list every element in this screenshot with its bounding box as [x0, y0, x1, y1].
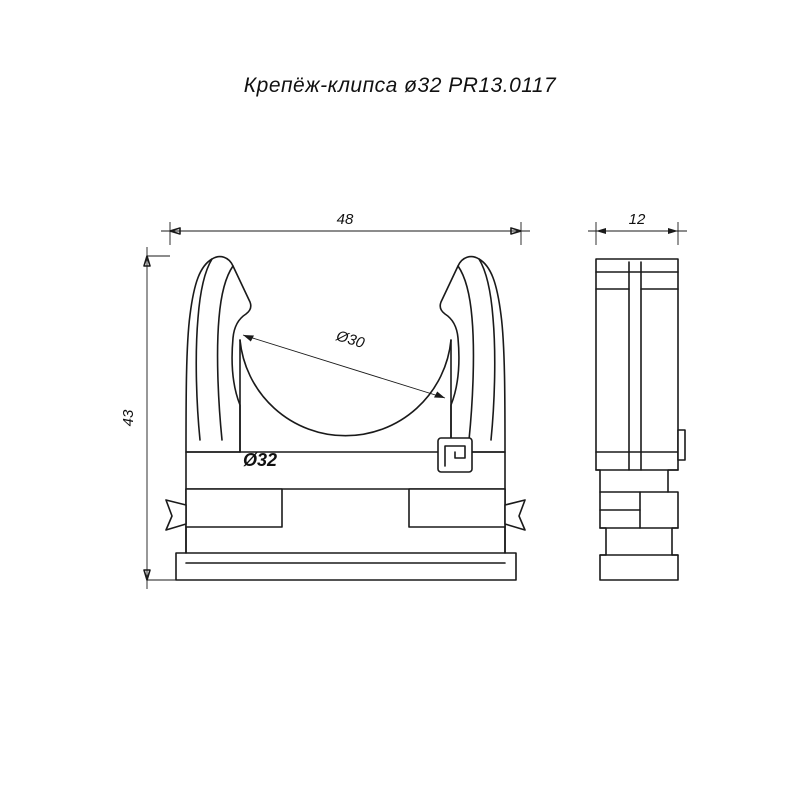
dim-width-label: 48: [336, 211, 354, 228]
arrow-dia30-end: [434, 392, 445, 399]
right-mount-pad: [409, 489, 505, 527]
right-latch-tab: [505, 500, 525, 530]
arrow-depth-left: [596, 228, 606, 234]
front-view: [120, 211, 530, 589]
page-title: Крепёж-клипса ø32 PR13.0117: [243, 74, 557, 97]
nominal-diameter-label: Ø32: [243, 450, 278, 470]
side-body-outline: [596, 259, 678, 580]
left-mount-pad: [186, 489, 282, 527]
side-nub: [678, 430, 685, 460]
dim-height-label: 43: [120, 409, 137, 427]
inner-bore-arc: [240, 340, 451, 436]
manufacturer-logo: [438, 438, 472, 472]
dim-depth-label: 12: [628, 211, 646, 228]
arrow-dia30-start: [243, 335, 254, 342]
dim-inner-diameter-label: Ø30: [334, 327, 367, 352]
left-latch-tab: [166, 500, 186, 530]
side-view: [588, 211, 687, 580]
arrow-depth-right: [668, 228, 678, 234]
base-plate: [176, 553, 516, 580]
